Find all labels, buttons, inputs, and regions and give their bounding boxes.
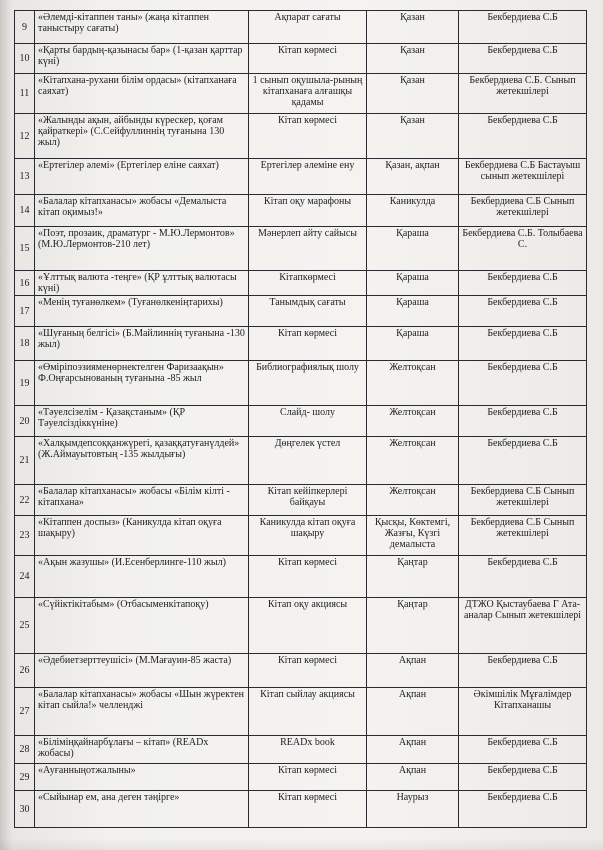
responsible-person: Бекбердиева С.Б Сынып жетекшілері bbox=[459, 485, 587, 516]
event-title: «Өміріпоэзияменөрнектелген Фаризаақын» Ф.Оңғарсынованың туғанына -85 жыл bbox=[35, 361, 249, 406]
responsible-person: Бекбердиева С.Б bbox=[459, 11, 587, 44]
responsible-person: Бекбердиева С.Б bbox=[459, 736, 587, 764]
responsible-person: Бекбердиева С.Б bbox=[459, 296, 587, 327]
row-number: 11 bbox=[15, 74, 35, 114]
event-date: Қазан bbox=[367, 11, 459, 44]
event-form: Кітап кейіпкерлері байқауы bbox=[249, 485, 367, 516]
table-row bbox=[15, 791, 587, 828]
event-date: Желтоқсан bbox=[367, 437, 459, 485]
event-date: Қысқы, Көктемгі, Жазғы, Күзгі демалыста bbox=[367, 516, 459, 556]
responsible-person: Бекбердиева С.Б bbox=[459, 361, 587, 406]
responsible-person: Бекбердиева С.Б bbox=[459, 654, 587, 688]
event-title: «Сыйынар ем, ана деген тәңірге» bbox=[35, 791, 249, 828]
responsible-person: Бекбердиева С.Б Сынып жетекшілері bbox=[459, 516, 587, 556]
event-form: Кітап көрмесі bbox=[249, 327, 367, 361]
responsible-person: Бекбердиева С.Б bbox=[459, 437, 587, 485]
event-title: «Әлемді-кітаппен таны» (жаңа кітаппен таныстыру сағаты) bbox=[35, 11, 249, 44]
row-number: 29 bbox=[15, 764, 35, 791]
event-date: Желтоқсан bbox=[367, 485, 459, 516]
event-date: Желтоқсан bbox=[367, 406, 459, 437]
event-date: Ақпан bbox=[367, 764, 459, 791]
table-row bbox=[15, 688, 587, 736]
event-form: READx book bbox=[249, 736, 367, 764]
event-date: Ақпан bbox=[367, 688, 459, 736]
event-date: Қараша bbox=[367, 271, 459, 296]
table-row bbox=[15, 736, 587, 764]
event-title: «Тәуелсізелім - Қазақстаным» (ҚР Тәуелсіздіккүніне) bbox=[35, 406, 249, 437]
event-date: Қараша bbox=[367, 327, 459, 361]
row-number: 21 bbox=[15, 437, 35, 485]
event-date: Қараша bbox=[367, 227, 459, 271]
event-date: Қазан bbox=[367, 114, 459, 159]
responsible-person: Бекбердиева С.Б bbox=[459, 406, 587, 437]
responsible-person: Бекбердиева С.Б bbox=[459, 556, 587, 598]
event-form: Слайд- шолу bbox=[249, 406, 367, 437]
row-number: 30 bbox=[15, 791, 35, 828]
event-date: Қазан, ақпан bbox=[367, 159, 459, 195]
event-title: «Жалынды ақын, айбынды күрескер, қоғам қайраткері» (С.Сейфуллиннің туғанына 130 жыл) bbox=[35, 114, 249, 159]
row-number: 26 bbox=[15, 654, 35, 688]
table-row bbox=[15, 114, 587, 159]
event-form: 1 сынып оқушыла-рының кітапханаға алғашқы қадамы bbox=[249, 74, 367, 114]
responsible-person: Бекбердиева С.Б bbox=[459, 764, 587, 791]
responsible-person: Бекбердиева С.Б bbox=[459, 114, 587, 159]
table-row bbox=[15, 764, 587, 791]
event-date: Қараша bbox=[367, 296, 459, 327]
table-row bbox=[15, 327, 587, 361]
responsible-person: Бекбердиева С.Б bbox=[459, 271, 587, 296]
event-form: Кітап оқу акциясы bbox=[249, 598, 367, 654]
event-date: Қаңтар bbox=[367, 556, 459, 598]
event-form: Кітапкөрмесі bbox=[249, 271, 367, 296]
event-title: «Кітаппен доспыз» (Каникулда кітап оқуға шақыру) bbox=[35, 516, 249, 556]
responsible-person: Әкімшілік Мұғалімдер Кітапханашы bbox=[459, 688, 587, 736]
event-date: Ақпан bbox=[367, 736, 459, 764]
event-title: «Ұлттық валюта -теңге» (ҚР ұлттық валютасы күні) bbox=[35, 271, 249, 296]
table-row bbox=[15, 44, 587, 74]
row-number: 9 bbox=[15, 11, 35, 44]
event-date: Қазан bbox=[367, 74, 459, 114]
event-form: Кітап сыйлау акциясы bbox=[249, 688, 367, 736]
row-number: 19 bbox=[15, 361, 35, 406]
event-date: Қазан bbox=[367, 44, 459, 74]
responsible-person: Бекбердиева С.Б Сынып жетекшілері bbox=[459, 195, 587, 227]
event-form: Кітап көрмесі bbox=[249, 791, 367, 828]
event-title: «Әдебиетзерттеушісі» (М.Мағауин-85 жаста) bbox=[35, 654, 249, 688]
page-shadow bbox=[0, 0, 12, 850]
event-form: Кітап көрмесі bbox=[249, 114, 367, 159]
event-form: Каникулда кітап оқуға шақыру bbox=[249, 516, 367, 556]
row-number: 13 bbox=[15, 159, 35, 195]
events-table bbox=[14, 10, 587, 828]
event-date: Каникулда bbox=[367, 195, 459, 227]
event-title: «Балалар кітапханасы» жобасы «Демалыста кітап оқимыз!» bbox=[35, 195, 249, 227]
row-number: 22 bbox=[15, 485, 35, 516]
table-row bbox=[15, 159, 587, 195]
row-number: 25 bbox=[15, 598, 35, 654]
table-row bbox=[15, 406, 587, 437]
table-body bbox=[15, 11, 587, 828]
event-form: Ақпарат сағаты bbox=[249, 11, 367, 44]
event-title: «Менің туғанөлкем» (Туғанөлкеніңтарихы) bbox=[35, 296, 249, 327]
page-bottom-edge bbox=[0, 838, 603, 850]
event-date: Наурыз bbox=[367, 791, 459, 828]
table-row bbox=[15, 485, 587, 516]
event-form: Мәнерлеп айту сайысы bbox=[249, 227, 367, 271]
event-title: «Сүйіктікітабым» (Отбасыменкітапоқу) bbox=[35, 598, 249, 654]
row-number: 24 bbox=[15, 556, 35, 598]
table-row bbox=[15, 437, 587, 485]
event-date: Қаңтар bbox=[367, 598, 459, 654]
responsible-person: Бекбердиева С.Б Бастауыш сынып жетекшілері bbox=[459, 159, 587, 195]
table-row bbox=[15, 11, 587, 44]
event-title: «Біліміңқайнарбұлағы – кітап» (READx жобасы) bbox=[35, 736, 249, 764]
table-row bbox=[15, 654, 587, 688]
event-date: Ақпан bbox=[367, 654, 459, 688]
table-row bbox=[15, 227, 587, 271]
event-form: Танымдық сағаты bbox=[249, 296, 367, 327]
row-number: 27 bbox=[15, 688, 35, 736]
row-number: 17 bbox=[15, 296, 35, 327]
row-number: 12 bbox=[15, 114, 35, 159]
table-row bbox=[15, 556, 587, 598]
row-number: 14 bbox=[15, 195, 35, 227]
table-row bbox=[15, 361, 587, 406]
event-form: Кітап оқу марафоны bbox=[249, 195, 367, 227]
row-number: 20 bbox=[15, 406, 35, 437]
responsible-person: Бекбердиева С.Б bbox=[459, 327, 587, 361]
event-title: «Кітапхана-рухани білім ордасы» (кітапханаға саяхат) bbox=[35, 74, 249, 114]
event-title: «Қарты бардың-қазынасы бар» (1-қазан қарттар күні) bbox=[35, 44, 249, 74]
row-number: 23 bbox=[15, 516, 35, 556]
event-form: Кітап көрмесі bbox=[249, 44, 367, 74]
row-number: 10 bbox=[15, 44, 35, 74]
event-form: Ертегілер әлеміне ену bbox=[249, 159, 367, 195]
responsible-person: ДТЖО Қыстаубаева Г Ата-аналар Сынып жетекшілері bbox=[459, 598, 587, 654]
event-form: Библиографиялық шолу bbox=[249, 361, 367, 406]
row-number: 15 bbox=[15, 227, 35, 271]
table-row bbox=[15, 74, 587, 114]
table-row bbox=[15, 516, 587, 556]
event-form: Дөңгелек үстел bbox=[249, 437, 367, 485]
event-form: Кітап көрмесі bbox=[249, 764, 367, 791]
event-form: Кітап көрмесі bbox=[249, 556, 367, 598]
table-row bbox=[15, 195, 587, 227]
responsible-person: Бекбердиева С.Б bbox=[459, 44, 587, 74]
row-number: 18 bbox=[15, 327, 35, 361]
event-title: «Балалар кітапханасы» жобасы «Білім кілті - кітапхана» bbox=[35, 485, 249, 516]
table-row bbox=[15, 598, 587, 654]
event-title: «Халқымдепсоққанжүрегі, қазаққатуғанүлдей» (Ж.Аймауытовтың -135 жылдығы) bbox=[35, 437, 249, 485]
row-number: 28 bbox=[15, 736, 35, 764]
table-row bbox=[15, 271, 587, 296]
event-form: Кітап көрмесі bbox=[249, 654, 367, 688]
responsible-person: Бекбердиева С.Б. Толыбаева С. bbox=[459, 227, 587, 271]
table-row bbox=[15, 296, 587, 327]
event-title: «Поэт, прозаик, драматург - М.Ю.Лермонтов» (М.Ю.Лермонтов-210 лет) bbox=[35, 227, 249, 271]
event-title: «Шуғаның белгісі» (Б.Майлиннің туғанына -130 жыл) bbox=[35, 327, 249, 361]
event-title: «Ақын жазушы» (И.Есенберлинге-110 жыл) bbox=[35, 556, 249, 598]
event-title: «Ертегілер әлемі» (Ертегілер еліне саяхат) bbox=[35, 159, 249, 195]
responsible-person: Бекбердиева С.Б bbox=[459, 791, 587, 828]
row-number: 16 bbox=[15, 271, 35, 296]
responsible-person: Бекбердиева С.Б. Сынып жетекшілері bbox=[459, 74, 587, 114]
event-date: Желтоқсан bbox=[367, 361, 459, 406]
event-title: «Балалар кітапханасы» жобасы «Шын жүректен кітап сыйла!» челленджі bbox=[35, 688, 249, 736]
event-title: «Ауғанныңотжалыны» bbox=[35, 764, 249, 791]
